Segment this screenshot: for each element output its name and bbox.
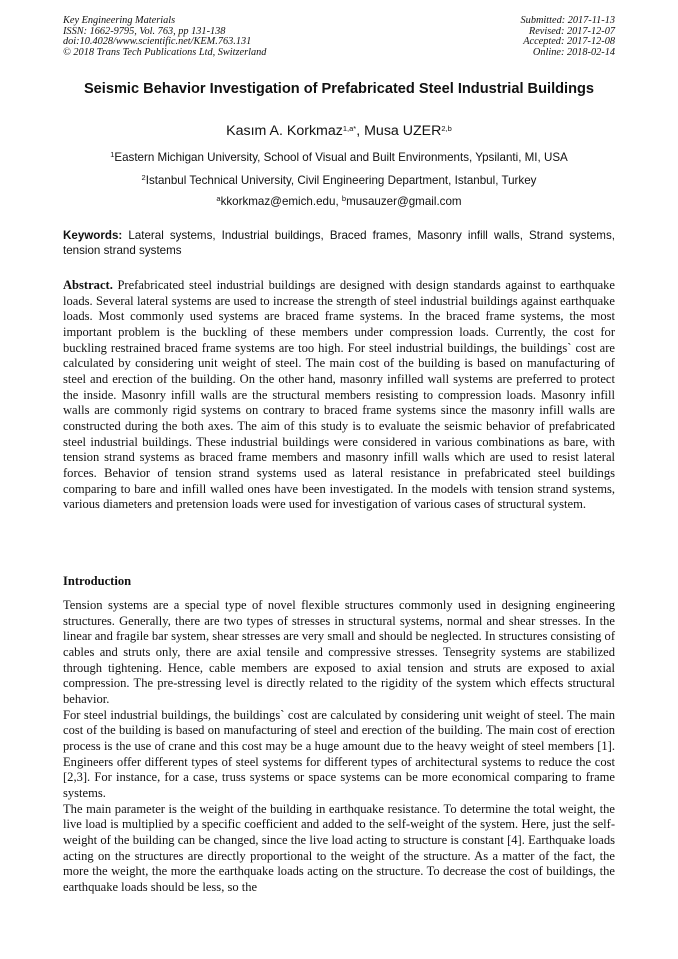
journal-name: Key Engineering Materials: [63, 15, 176, 26]
author-1-name: Kasım A. Korkmaz: [226, 123, 343, 139]
email-1-marker: a: [216, 194, 221, 203]
keywords-label: Keywords:: [63, 229, 123, 242]
introduction-paragraph-1: Tension systems are a special type of novel flexible structures commonly used in designing engineering structures. Generally, there are two types of stresses in structural systems, normal and shear stresses. In the linear and fragile bar system, shear stresses are very small and should be neglected. In structures consisting of cables and struts only, there are axial tensile and compressive stresses. Tensegrity systems are stabilized through tightening. Hence, cable members are exposed to axial tension and struts are exposed to axial compression. The pre-stressing level is directly related to the rigidity of the system which effects structural behavior.: [63, 598, 615, 706]
author-separator: ,: [356, 123, 365, 139]
affiliation-1-marker: 1: [110, 150, 115, 159]
email-2-marker: b: [341, 194, 347, 203]
author-2-name: Musa UZER: [364, 123, 442, 139]
affiliation-2: [63, 174, 615, 188]
online-date: Online: 2018-02-14: [532, 46, 615, 58]
abstract-text: Prefabricated steel industrial buildings are designed with design standards against to earthquake loads. Several lateral systems are used to increase the strength of steel industrial buildings against earthquake loads. Most commonly used systems are braced frame systems. In the braced frame systems, the most important problem is the buckling of these members under compression loads. Currently, the cost for buckling restrained braced frame systems are too high. For steel industrial buildings, the buildings` cost are calculated by considering unit weight of steel. The main cost of the building is based on manufacturing of steel and erection of the building. On the other hand, masonry infilled wall systems are preferred to protect the inside. Masonry infill walls are the structural members resisting to compression loads. Masonry infill walls are commonly rigid systems on contrary to braced frame systems since the masonry infill walls are constructed during the both axes. The aim of this study is to evaluate the seismic behavior of prefabricated steel industrial buildings. These industrial buildings were considered in various combinations as bare, with tension strand systems as braced frame members and masonry infill walls which are used to resist lateral forces. Behavior of tension strand systems used as lateral resistance in prefabricated steel buildings comparing to bare and infill walled ones have been investigated. In the models with tension strand systems, various diameters and pretension loads were used for investigation of various cases of structural system.: [63, 278, 615, 512]
journal-header-left: [63, 16, 266, 58]
doi-line[interactable]: doi:10.4028/www.scientific.net/KEM.763.131: [63, 36, 252, 48]
affiliation-2-marker: 2: [141, 173, 146, 182]
email-line: [63, 195, 615, 209]
email-1[interactable]: kkorkmaz@emich.edu,: [220, 195, 342, 208]
affiliation-1: [63, 151, 615, 165]
issn-line: ISSN: 1662-9795, Vol. 763, pp 131-138: [63, 25, 226, 37]
introduction-paragraph-3: The main parameter is the weight of the building in earthquake resistance. To determine the total weight, the live load is multiplied by a specific coefficient and added to the self-weight of the system. Here, just the self-weight of the building can be changed, since the live load acting to structure is constant [4]. Earthquake loads acting on the structures are directly proportional to the weight of the structure. As a matter of the fact, the more the weight, the more the earthquake loads acting on the structure. To decrease the cost of buildings, the earthquake loads should be less, so the: [63, 801, 615, 894]
accepted-date: Accepted: 2017-12-08: [523, 36, 615, 48]
copyright-line: © 2018 Trans Tech Publications Ltd, Switzerland: [63, 46, 267, 58]
keywords-text: Lateral systems, Industrial buildings, Braced frames, Masonry infill walls, Strand systems, tension strand systems: [63, 229, 615, 257]
introduction-heading: Introduction: [63, 574, 132, 588]
journal-header-right: [521, 16, 615, 58]
submitted-date: Submitted: 2017-11-13: [520, 15, 615, 26]
email-2[interactable]: musauzer@gmail.com: [346, 195, 462, 208]
affiliation-2-text: Istanbul Technical University, Civil Engineering Department, Istanbul, Turkey: [145, 174, 537, 187]
paper-title: Seismic Behavior Investigation of Prefabricated Steel Industrial Buildings: [83, 81, 595, 97]
keywords-block: [63, 228, 615, 258]
author-line: [63, 122, 615, 140]
introduction-body: [63, 598, 615, 895]
introduction-paragraph-2: For steel industrial buildings, the buildings` cost are calculated by considering unit weight of steel. The main cost of the building is based on manufacturing of steel and erection of the building. The main cost of erection process is the use of crane and this cost may be a huge amount due to the heavy weight of steel members [1]. Engineers offer different types of steel systems for different types of architectural systems to reduce the cost [2,3]. For instance, for a case, truss systems or space systems can be more economical comparing to frame systems.: [63, 707, 615, 800]
affiliation-1-text: Eastern Michigan University, School of Visual and Built Environments, Ypsilanti, MI, USA: [114, 151, 568, 164]
author-1-marker: 1,a*: [342, 124, 357, 133]
author-2-marker: 2,b: [441, 124, 452, 133]
revised-date: Revised: 2017-12-07: [528, 25, 615, 37]
abstract-label: Abstract.: [63, 278, 113, 292]
abstract-block: [63, 278, 615, 513]
